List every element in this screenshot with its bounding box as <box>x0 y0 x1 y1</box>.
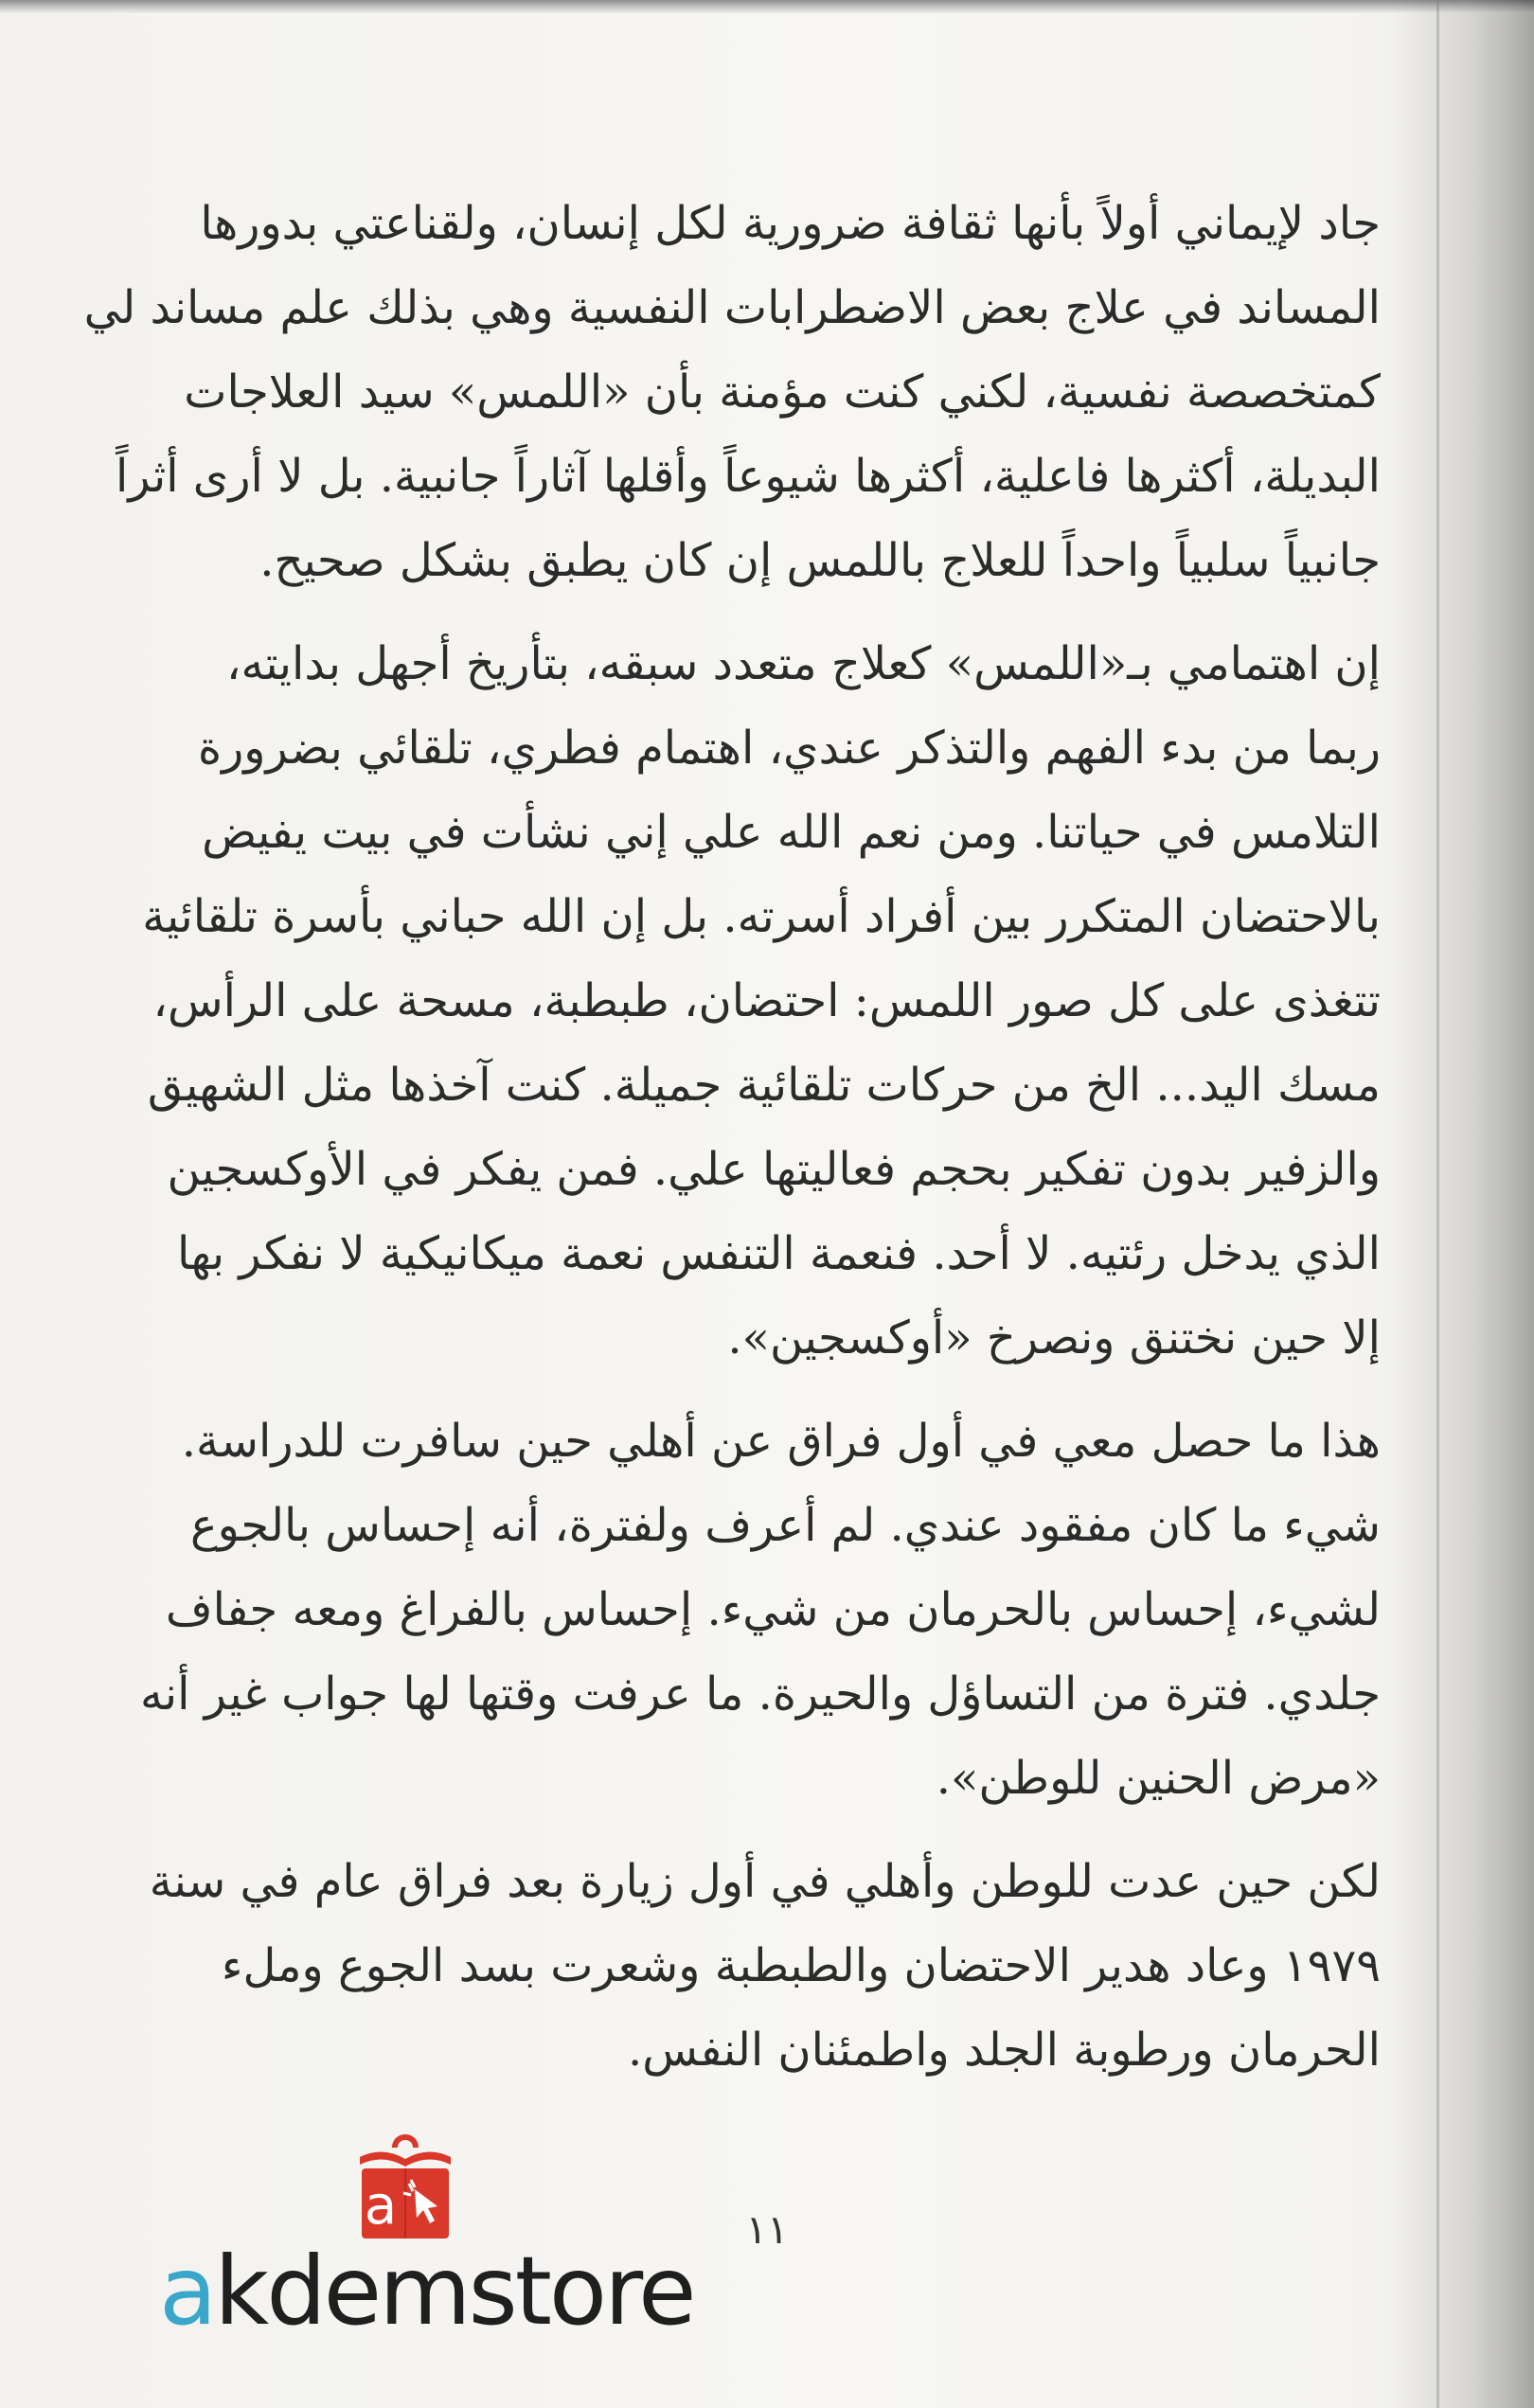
book-top-arcs <box>360 2134 451 2167</box>
paragraph <box>142 622 1381 1381</box>
text-line: جاد لإيماني أولاً بأنها ثقافة ضرورية لكل إنسان، ولقناعتي بدورها <box>200 197 1381 250</box>
paragraph <box>150 1840 1381 2093</box>
brand-logo <box>159 2235 694 2348</box>
brand-logo-text: kdemstore <box>214 2236 694 2346</box>
text-line: الذي يدخل رئتيه. لا أحد. فنعمة التنفس نعمة ميكانيكية لا نفكر بها <box>177 1227 1381 1280</box>
text-line: ١٩٧٩ وعاد هدير الاحتضان والطبطبة وشعرت بسد الجوع وملء <box>221 1939 1381 1992</box>
page-top-edge <box>0 0 1534 13</box>
text-line: جلدي. فترة من التساؤل والحيرة. ما عرفت وقتها لها جواب غير أنه <box>140 1668 1381 1721</box>
text-line: مسك اليد... الخ من حركات تلقائية جميلة. كنت آخذها مثل الشهيق <box>147 1059 1381 1112</box>
text-line: والزفير بدون تفكير بحجم فعاليتها علي. فمن يفكر في الأوكسجين <box>167 1143 1381 1196</box>
text-line: المساند في علاج بعض الاضطرابات النفسية وهي بذلك علم مساند لي <box>83 281 1381 334</box>
text-line: هذا ما حصل معي في أول فراق عن أهلي حين سافرت للدراسة. <box>181 1415 1381 1468</box>
book-spine-shadow <box>1392 0 1534 2408</box>
text-line: كمتخصصة نفسية، لكني كنت مؤمنة بأن «اللمس» سيد العلاجات <box>184 366 1381 419</box>
text-line: شيء ما كان مفقود عندي. لم أعرف ولفترة، أنه إحساس بالجوع <box>189 1499 1381 1552</box>
text-line: «مرض الحنين للوطن». <box>936 1752 1381 1805</box>
book-letter: a <box>364 2175 398 2237</box>
text-line: ربما من بدء الفهم والتذكر عندي، اهتمام فطري، تلقائي بضرورة <box>197 722 1381 775</box>
text-line: لشيء، إحساس بالحرمان من شيء. إحساس بالفراغ ومعه جفاف <box>165 1583 1381 1636</box>
text-line: إن اهتمامي بـ«اللمس» كعلاج متعدد سبقه، بتأريخ أجهل بدايته، <box>225 637 1381 690</box>
book-spine-line <box>1436 0 1439 2408</box>
text-line: تتغذى على كل صور اللمس: احتضان، طبطبة، مسحة على الرأس، <box>152 974 1381 1027</box>
brand-logo-accent: a <box>159 2236 215 2346</box>
text-line: إلا حين نختنق ونصرخ «أوكسجين». <box>727 1311 1381 1365</box>
text-line: لكن حين عدت للوطن وأهلي في أول زيارة بعد فراق عام في سنة <box>149 1855 1381 1908</box>
text-line: جانبياً سلبياً واحداً للعلاج باللمس إن كان يطبق بشكل صحيح. <box>259 534 1381 587</box>
book-cart-icon <box>348 2131 462 2242</box>
paragraph <box>83 182 1381 603</box>
text-line: التلامس في حياتنا. ومن نعم الله علي إني نشأت في بيت يفيض <box>202 806 1381 859</box>
text-line: البديلة، أكثرها فاعلية، أكثرها شيوعاً وأقلها آثاراً جانبية. بل لا أرى أثراً <box>116 450 1381 503</box>
body-text <box>83 182 1381 2112</box>
paragraph <box>140 1400 1381 1821</box>
page-number: ١١ <box>745 2206 789 2253</box>
text-line: الحرمان ورطوبة الجلد واطمئنان النفس. <box>627 2024 1381 2077</box>
text-line: بالاحتضان المتكرر بين أفراد أسرته. بل إن الله حباني بأسرة تلقائية <box>142 890 1381 943</box>
